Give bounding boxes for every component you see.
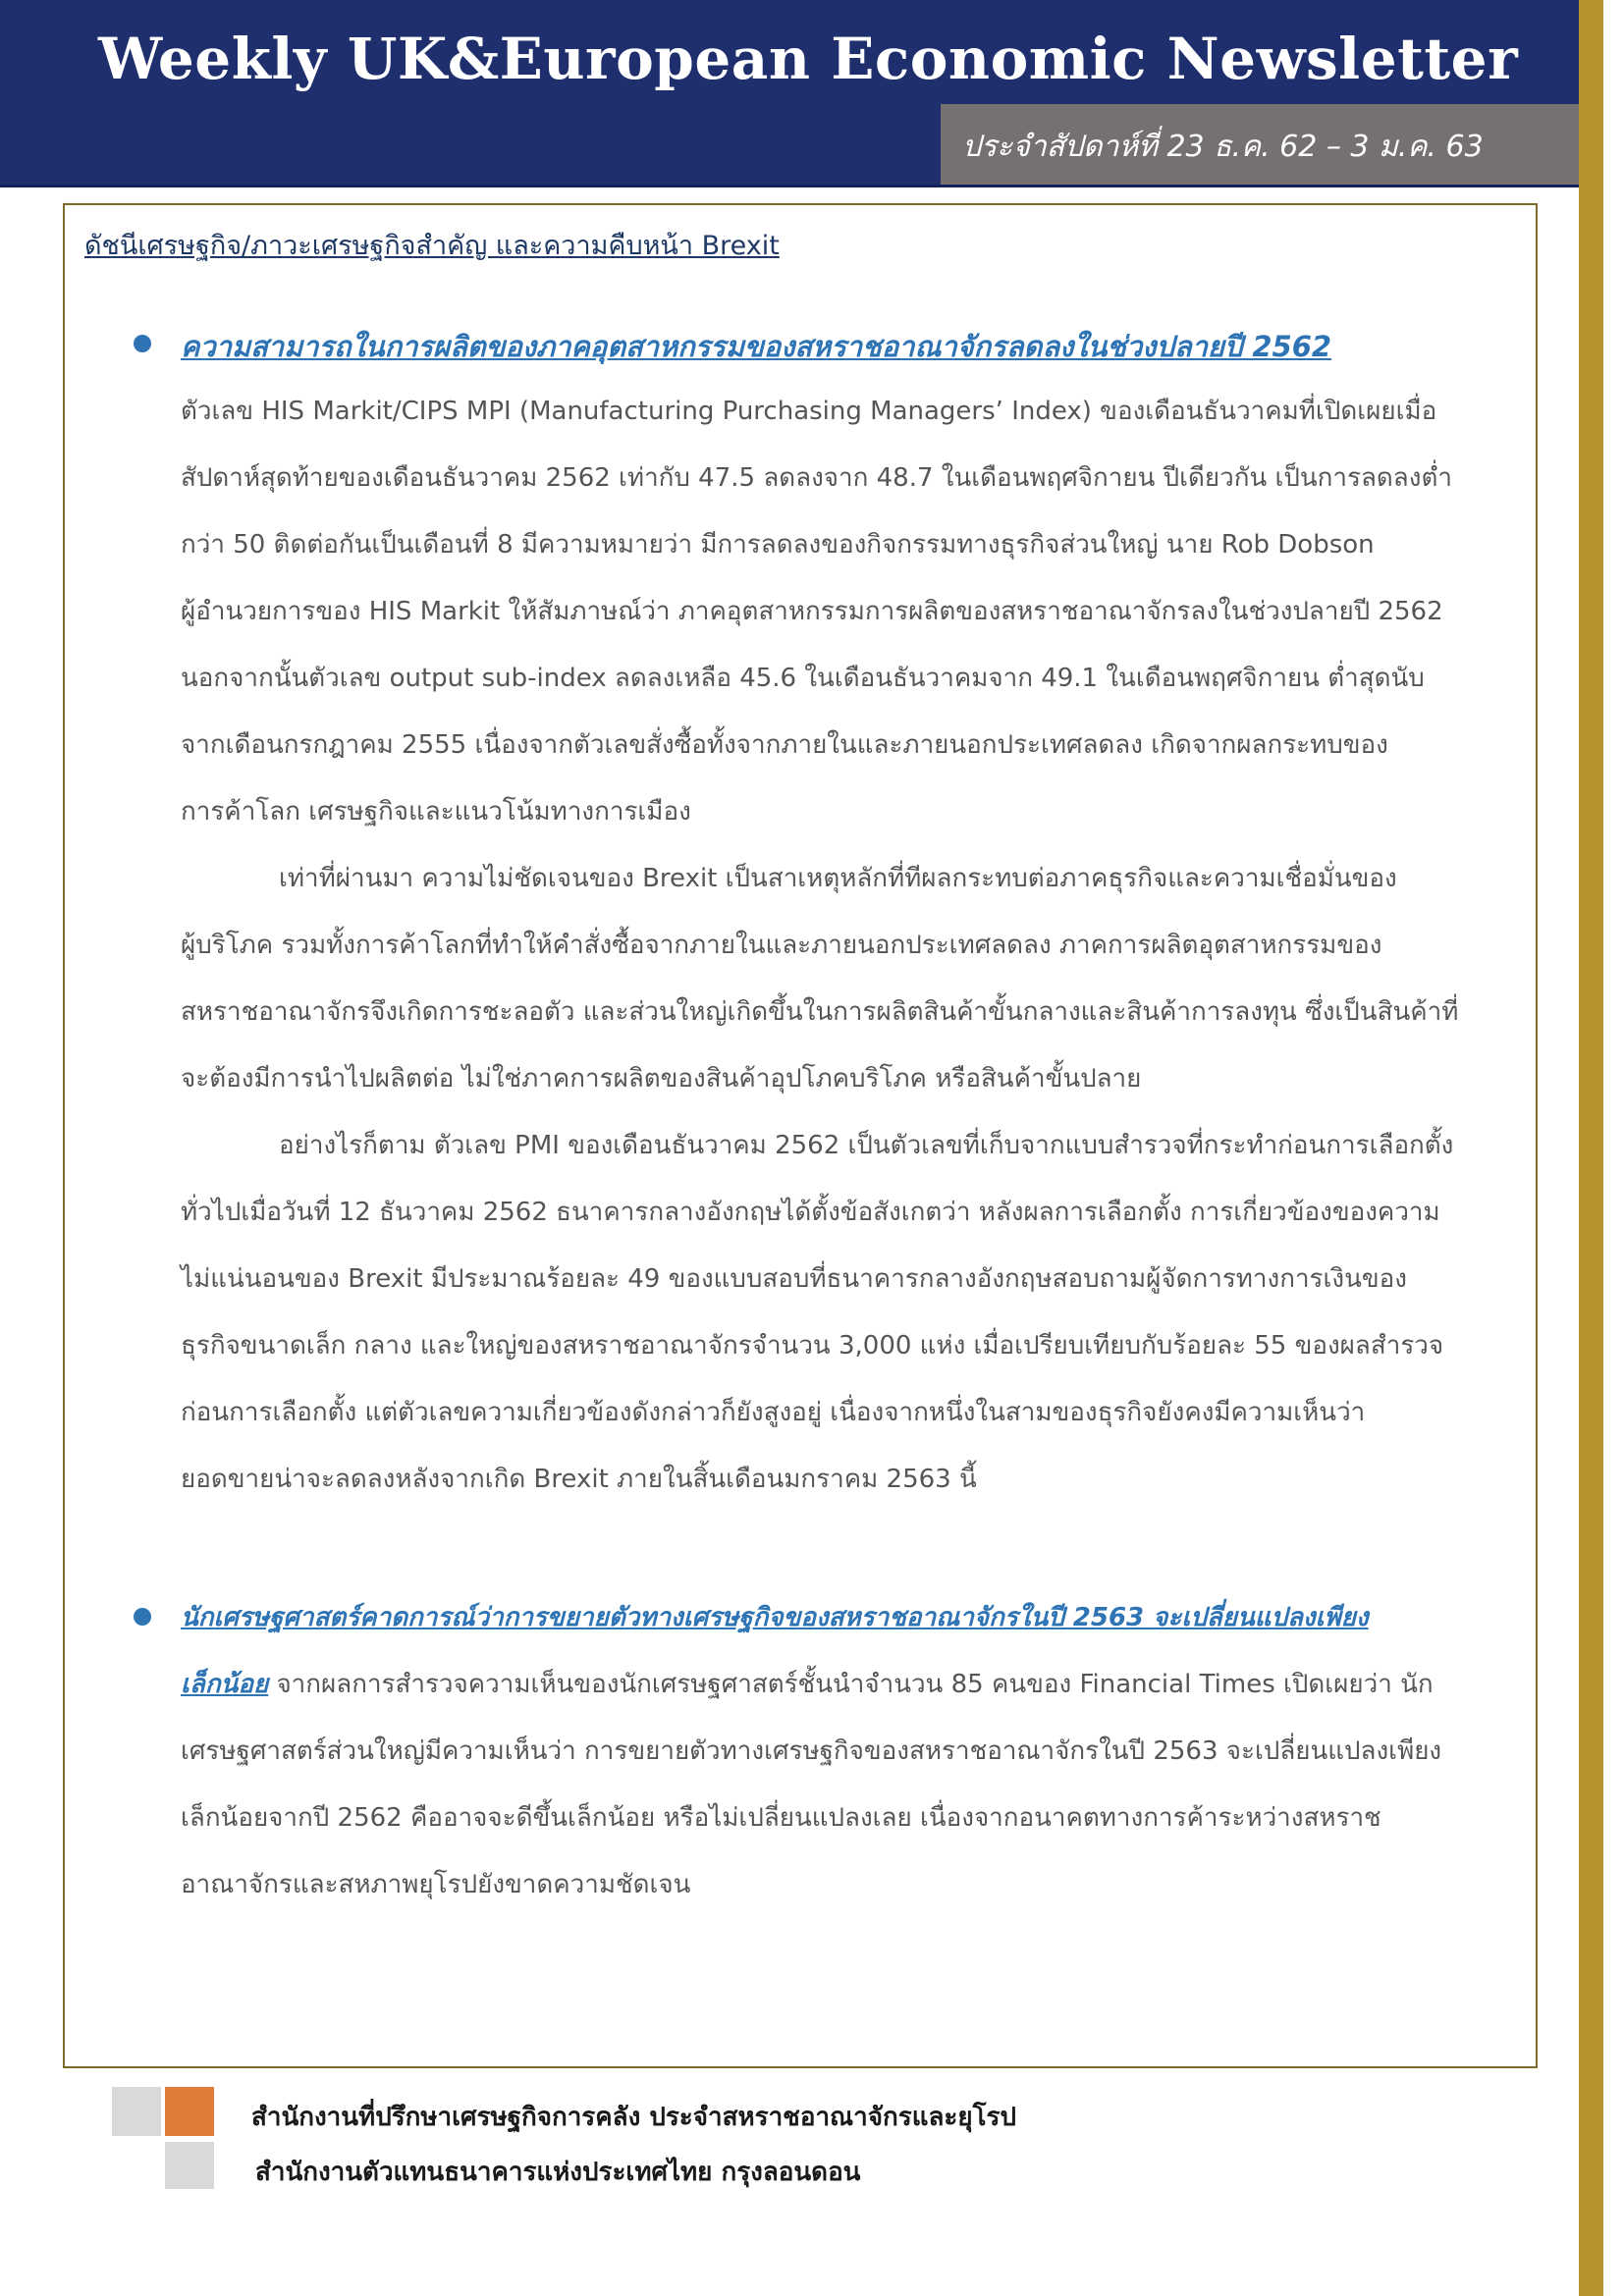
- bullet2-heading-line1[interactable]: นักเศรษฐศาสตร์คาดการณ์ว่าการขยายตัวทางเศรษฐกิจของสหราชอาณาจักรในปี 2563 จะเปลี่ยนแปลงเพียง: [181, 1603, 1369, 1632]
- text-line: กว่า 50 ติดต่อกันเป็นเดือนที่ 8 มีความหมายว่า มีการลดลงของกิจกรรมทางธุรกิจส่วนใหญ่ นาย Rob Dobson: [181, 530, 1375, 560]
- text-line: ผู้บริโภค รวมทั้งการค้าโลกที่ทำให้คำสั่งซื้อจากภายในและภายนอกประเทศลดลง ภาคการผลิตอุตสาหกรรมของ: [181, 931, 1382, 960]
- bullet1-paragraph1: [181, 378, 1536, 845]
- text-line: ธุรกิจขนาดเล็ก กลาง และใหญ่ของสหราชอาณาจักรจำนวน 3,000 แห่ง เมื่อเปรียบเทียบกับร้อยละ 55 ของผลสำรวจ: [181, 1331, 1444, 1361]
- text-line: ไม่แน่นอนของ Brexit มีประมาณร้อยละ 49 ของแบบสอบที่ธนาคารกลางอังกฤษสอบถามผู้จัดการทางการเงินของ: [181, 1264, 1407, 1294]
- text-line: อาณาจักรและสหภาพยุโรปยังขาดความชัดเจน: [181, 1870, 691, 1899]
- footer-square-orange: [165, 2087, 214, 2136]
- bullet1-paragraph2: [181, 845, 1536, 1112]
- footer-office-line2: สำนักงานตัวแทนธนาคารแห่งประเทศไทย กรุงลอนดอน: [255, 2158, 861, 2187]
- text-line: ผู้อำนวยการของ HIS Markit ให้สัมภาษณ์ว่า ภาคอุตสาหกรรมการผลิตของสหราชอาณาจักรลงในช่วงปลายปี 2562: [181, 597, 1443, 626]
- bullet1-paragraph3: [181, 1112, 1536, 1513]
- header-band: [0, 0, 1583, 187]
- text-line: นอกจากนั้นตัวเลข output sub-index ลดลงเหลือ 45.6 ในเดือนธันวาคมจาก 49.1 ในเดือนพฤศจิกายน ต่ำสุดนับ: [181, 664, 1425, 693]
- text-line: สหราชอาณาจักรจึงเกิดการชะลอตัว และส่วนใหญ่เกิดขึ้นในการผลิตสินค้าขั้นกลางและสินค้าการลงทุน ซึ่งเป็นสินค้าที่: [181, 997, 1459, 1027]
- date-box: [941, 104, 1579, 185]
- footer-office-line1: สำนักงานที่ปรึกษาเศรษฐกิจการคลัง ประจำสหราชอาณาจักรและยุโรป: [251, 2103, 1017, 2132]
- text-line: เศรษฐศาสตร์ส่วนใหญ่มีความเห็นว่า การขยายตัวทางเศรษฐกิจของสหราชอาณาจักรในปี 2563 จะเปลี่ยนแปลงเพียง: [181, 1736, 1442, 1766]
- bullet1-heading[interactable]: ความสามารถในการผลิตของภาคอุตสาหกรรมของสหราชอาณาจักรลดลงในช่วงปลายปี 2562: [181, 330, 1332, 363]
- section-heading[interactable]: ดัชนีเศรษฐกิจ/ภาวะเศรษฐกิจสำคัญ และความคืบหน้า Brexit: [84, 231, 780, 261]
- text-line: จากเดือนกรกฎาคม 2555 เนื่องจากตัวเลขสั่งซื้อทั้งจากภายในและภายนอกประเทศลดลง เกิดจากผลกระทบของ: [181, 730, 1388, 760]
- text-line: ก่อนการเลือกตั้ง แต่ตัวเลขความเกี่ยวข้องดังกล่าวก็ยังสูงอยู่ เนื่องจากหนึ่งในสามของธุรกิจยังคงมีความเห็นว่า: [181, 1398, 1366, 1427]
- text-line: อย่างไรก็ตาม ตัวเลข PMI ของเดือนธันวาคม 2562 เป็นตัวเลขที่เก็บจากแบบสำรวจที่กระทำก่อนการเลือกตั้ง: [279, 1131, 1454, 1160]
- bullet2-heading-line2[interactable]: เล็กน้อย: [181, 1670, 269, 1699]
- text-line: จะต้องมีการนำไปผลิตต่อ ไม่ใช่ภาคการผลิตของสินค้าอุปโภคบริโภค หรือสินค้าขั้นปลาย: [181, 1064, 1142, 1094]
- text-line: เล็กน้อยจากปี 2562 คืออาจจะดีขึ้นเล็กน้อย หรือไม่เปลี่ยนแปลงเลย เนื่องจากอนาคตทางการค้าระหว่างสหราช: [181, 1803, 1381, 1833]
- text-line: ตัวเลข HIS Markit/CIPS MPI (Manufacturing Purchasing Managers’ Index) ของเดือนธันวาคมที่เปิดเผยเมื่อ: [181, 397, 1437, 426]
- footer-square-gray: [165, 2142, 214, 2189]
- text-line: ยอดขายน่าจะลดลงหลังจากเกิด Brexit ภายในสิ้นเดือนมกราคม 2563 นี้: [181, 1465, 977, 1494]
- bullet-dot-icon: [134, 335, 151, 352]
- bullet2-block: [181, 1584, 1536, 1918]
- footer-square-gray: [112, 2087, 161, 2136]
- newsletter-title: Weekly UK&European Economic Newsletter: [98, 26, 1519, 92]
- date-range: ประจำสัปดาห์ที่ 23 ธ.ค. 62 – 3 ม.ค. 63: [962, 130, 1484, 164]
- text-line: [181, 1651, 1536, 1718]
- text-line: ทั่วไปเมื่อวันที่ 12 ธันวาคม 2562 ธนาคารกลางอังกฤษได้ตั้งข้อสังเกตว่า หลังผลการเลือกตั้ง การเกี่ยวข้องของความ: [181, 1198, 1440, 1227]
- text-line: สัปดาห์สุดท้ายของเดือนธันวาคม 2562 เท่ากับ 47.5 ลดลงจาก 48.7 ในเดือนพฤศจิกายน ปีเดียวกัน เป็นการลดลงต่ำ: [181, 463, 1452, 493]
- gold-side-bar: [1579, 0, 1603, 2296]
- text-line: การค้าโลก เศรษฐกิจและแนวโน้มทางการเมือง: [181, 797, 691, 827]
- text-line: เท่าที่ผ่านมา ความไม่ชัดเจนของ Brexit เป็นสาเหตุหลักที่ทีผลกระทบต่อภาคธุรกิจและความเชื่อมั่นของ: [279, 864, 1397, 893]
- bullet-dot-icon: [134, 1608, 151, 1626]
- bullet2-text-line1: จากผลการสำรวจความเห็นของนักเศรษฐศาสตร์ชั้นนำจำนวน 85 คนของ Financial Times เปิดเผยว่า นัก: [268, 1670, 1434, 1699]
